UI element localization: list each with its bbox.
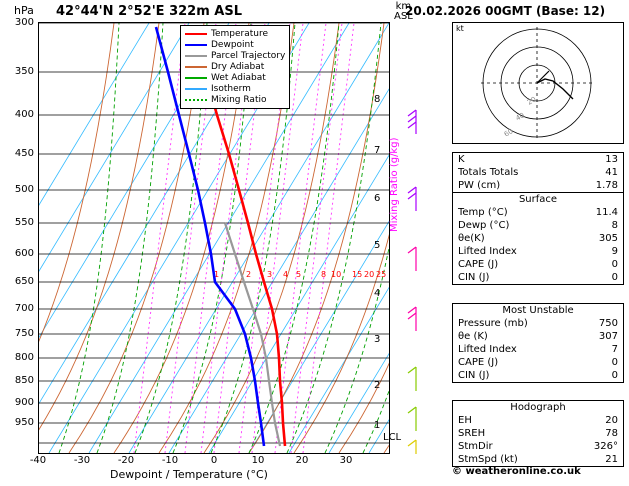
svg-text:4: 4 bbox=[283, 270, 289, 279]
stat-surface-dewp bbox=[453, 219, 623, 232]
x-tick-10: 10 bbox=[251, 455, 265, 466]
stat-mu-lifted-index-label: Lifted Index bbox=[458, 344, 517, 355]
stat-mu-cin bbox=[453, 369, 623, 382]
svg-text:25: 25 bbox=[376, 270, 387, 279]
stat-surface-lifted-index-value: 9 bbox=[611, 246, 618, 257]
stat-mu-theta-e-value: 307 bbox=[598, 331, 618, 342]
stat-stmdir-label: StmDir bbox=[458, 441, 493, 452]
stat-surface-temp bbox=[453, 206, 623, 219]
stat-stmspd-label: StmSpd (kt) bbox=[458, 454, 518, 465]
stat-k-label: K bbox=[458, 154, 465, 165]
km-tick-8: 8 bbox=[374, 94, 381, 105]
x-tick--30: -30 bbox=[73, 455, 91, 466]
stat-surface-lifted-index bbox=[453, 245, 623, 258]
legend-label-wet-adiabat: Wet Adiabat bbox=[211, 72, 266, 83]
legend-label-mixing-ratio: Mixing Ratio bbox=[211, 94, 267, 105]
stat-surface-cape-value: 0 bbox=[611, 259, 618, 270]
svg-text:40: 40 bbox=[514, 111, 527, 123]
stat-surface-theta-e bbox=[453, 232, 623, 245]
legend-label-isotherm: Isotherm bbox=[211, 83, 251, 94]
x-tick-30: 30 bbox=[339, 455, 353, 466]
stat-mu-lifted-index bbox=[453, 343, 623, 356]
legend-item-dry-adiabat bbox=[185, 61, 285, 72]
stat-eh-value: 20 bbox=[605, 415, 618, 426]
stat-stmdir bbox=[453, 440, 623, 453]
y-tick-650: 650 bbox=[14, 276, 34, 287]
unstable-section-header: Most Unstable bbox=[502, 305, 574, 316]
hodograph-panel bbox=[452, 22, 624, 144]
y-tick-450: 450 bbox=[14, 148, 34, 159]
page-title: 42°44'N 2°52'E 322m ASL bbox=[56, 4, 243, 19]
stat-surface-dewp-value: 8 bbox=[611, 220, 618, 231]
stat-mu-pressure-value: 750 bbox=[598, 318, 618, 329]
km-tick-1: 1 bbox=[374, 420, 381, 431]
stat-mu-cin-label: CIN (J) bbox=[458, 370, 490, 381]
legend-label-dry-adiabat: Dry Adiabat bbox=[211, 61, 265, 72]
km-axis-label: km ASL bbox=[394, 1, 413, 22]
km-tick-7: 7 bbox=[374, 145, 381, 156]
stat-stmspd bbox=[453, 453, 623, 466]
legend-item-parcel bbox=[185, 50, 285, 61]
legend-item-mixing-ratio bbox=[185, 94, 285, 105]
stat-surface-temp-value: 11.4 bbox=[595, 207, 618, 218]
stat-totals-totals bbox=[453, 166, 623, 179]
stat-pw-label: PW (cm) bbox=[458, 180, 501, 191]
svg-text:1: 1 bbox=[214, 270, 220, 279]
legend-label-dewpoint: Dewpoint bbox=[211, 39, 254, 50]
stat-sreh-label: SREH bbox=[458, 428, 486, 439]
legend-swatch-parcel bbox=[185, 55, 207, 57]
y-tick-500: 500 bbox=[14, 184, 34, 195]
y-tick-900: 900 bbox=[14, 397, 34, 408]
model-run-title: 20.02.2026 00GMT (Base: 12) bbox=[405, 4, 606, 18]
stat-mu-pressure bbox=[453, 317, 623, 330]
svg-text:3: 3 bbox=[267, 270, 273, 279]
stat-pw-value: 1.78 bbox=[595, 180, 618, 191]
stat-mu-cape-label: CAPE (J) bbox=[458, 357, 499, 368]
km-tick-2: 2 bbox=[374, 380, 381, 391]
legend-swatch-mixing-ratio bbox=[185, 99, 207, 101]
surface-section-header: Surface bbox=[453, 192, 623, 206]
stat-stmdir-value: 326° bbox=[593, 441, 618, 452]
stat-surface-theta-e-value: 305 bbox=[598, 233, 618, 244]
svg-text:8: 8 bbox=[321, 270, 327, 279]
km-tick-6: 6 bbox=[374, 193, 381, 204]
y-tick-850: 850 bbox=[14, 375, 34, 386]
pressure-unit-label: hPa bbox=[14, 4, 34, 17]
svg-text:10: 10 bbox=[331, 270, 342, 279]
stat-surface-cape-label: CAPE (J) bbox=[458, 259, 499, 270]
stat-surface-lifted-index-label: Lifted Index bbox=[458, 246, 517, 257]
svg-text:20: 20 bbox=[364, 270, 375, 279]
legend-label-parcel: Parcel Trajectory bbox=[211, 50, 286, 61]
x-tick-20: 20 bbox=[295, 455, 309, 466]
y-tick-750: 750 bbox=[14, 328, 34, 339]
y-tick-550: 550 bbox=[14, 217, 34, 228]
stat-surface-cin-label: CIN (J) bbox=[458, 272, 490, 283]
legend-swatch-temperature bbox=[185, 33, 207, 35]
stat-totals-totals-label: Totals Totals bbox=[458, 167, 519, 178]
legend-item-wet-adiabat bbox=[185, 72, 285, 83]
stat-surface-temp-label: Temp (°C) bbox=[458, 207, 508, 218]
indices-panel bbox=[452, 152, 624, 285]
svg-text:15: 15 bbox=[352, 270, 363, 279]
stat-mu-lifted-index-value: 7 bbox=[611, 344, 618, 355]
svg-text:60: 60 bbox=[502, 127, 515, 139]
stat-totals-totals-value: 41 bbox=[605, 167, 618, 178]
legend-item-temperature bbox=[185, 28, 285, 39]
x-tick--10: -10 bbox=[161, 455, 179, 466]
y-tick-950: 950 bbox=[14, 417, 34, 428]
stat-mu-cin-value: 0 bbox=[611, 370, 618, 381]
y-tick-800: 800 bbox=[14, 352, 34, 363]
stat-surface-cape bbox=[453, 258, 623, 271]
stat-eh bbox=[453, 414, 623, 427]
hodograph-section-header: Hodograph bbox=[510, 402, 566, 413]
stat-surface-cin-value: 0 bbox=[611, 272, 618, 283]
stat-eh-label: EH bbox=[458, 415, 472, 426]
y-tick-400: 400 bbox=[14, 109, 34, 120]
stat-stmspd-value: 21 bbox=[605, 454, 618, 465]
legend-item-isotherm bbox=[185, 83, 285, 94]
wind-barb-column bbox=[400, 22, 432, 454]
stat-mu-cape-value: 0 bbox=[611, 357, 618, 368]
legend-item-dewpoint bbox=[185, 39, 285, 50]
stat-mu-theta-e-label: θe (K) bbox=[458, 331, 488, 342]
x-tick--20: -20 bbox=[117, 455, 135, 466]
km-tick-5: 5 bbox=[374, 240, 381, 251]
legend-swatch-wet-adiabat bbox=[185, 77, 207, 79]
stat-sreh bbox=[453, 427, 623, 440]
y-tick-300: 300 bbox=[14, 17, 34, 28]
svg-text:20: 20 bbox=[525, 95, 538, 107]
y-tick-700: 700 bbox=[14, 303, 34, 314]
stat-surface-theta-e-label: θe(K) bbox=[458, 233, 485, 244]
hodograph-unit-label: kt bbox=[456, 24, 464, 33]
svg-text:2: 2 bbox=[246, 270, 252, 279]
y-tick-350: 350 bbox=[14, 66, 34, 77]
svg-text:5: 5 bbox=[296, 270, 302, 279]
stat-mu-pressure-label: Pressure (mb) bbox=[458, 318, 528, 329]
stat-surface-dewp-label: Dewp (°C) bbox=[458, 220, 510, 231]
stat-pw bbox=[453, 179, 623, 192]
stat-mu-cape bbox=[453, 356, 623, 369]
stat-k bbox=[453, 153, 623, 166]
legend-label-temperature: Temperature bbox=[211, 28, 269, 39]
chart-legend bbox=[180, 25, 290, 109]
hodograph-stats-panel bbox=[452, 400, 624, 467]
y-tick-600: 600 bbox=[14, 248, 34, 259]
stat-sreh-value: 78 bbox=[605, 428, 618, 439]
mixing-ratio-axis-label: Mixing Ratio (g/kg) bbox=[389, 137, 400, 232]
legend-swatch-dry-adiabat bbox=[185, 66, 207, 68]
x-tick-0: 0 bbox=[210, 455, 218, 466]
stat-k-value: 13 bbox=[605, 154, 618, 165]
km-tick-4: 4 bbox=[374, 288, 381, 299]
legend-swatch-isotherm bbox=[185, 88, 207, 90]
legend-swatch-dewpoint bbox=[185, 44, 207, 46]
km-tick-3: 3 bbox=[374, 334, 381, 345]
stat-surface-cin bbox=[453, 271, 623, 284]
most-unstable-panel bbox=[452, 303, 624, 383]
stat-mu-theta-e bbox=[453, 330, 623, 343]
lcl-label: LCL bbox=[383, 432, 402, 443]
x-tick--40: -40 bbox=[29, 455, 47, 466]
copyright-credit: © weatheronline.co.uk bbox=[452, 466, 581, 477]
x-axis-title: Dewpoint / Temperature (°C) bbox=[110, 468, 268, 481]
